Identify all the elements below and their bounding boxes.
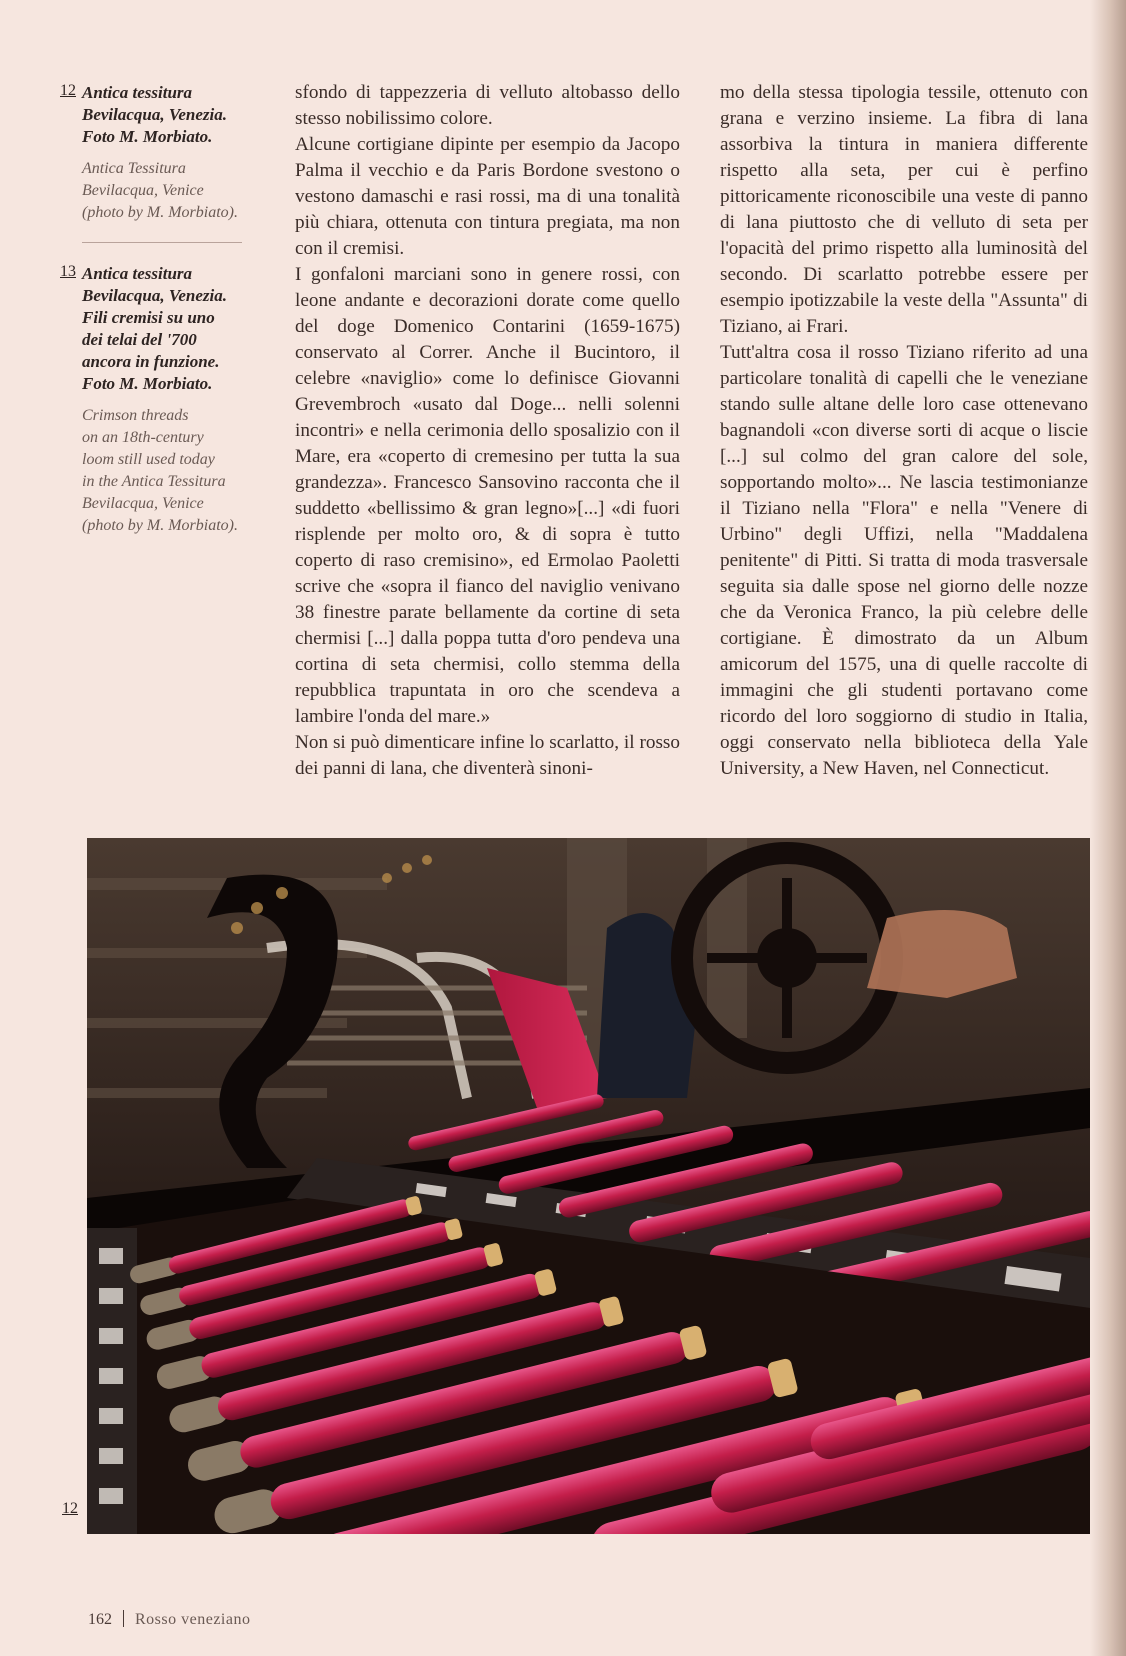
page-gutter-shadow <box>1090 0 1126 1656</box>
running-title: Rosso veneziano <box>135 1611 251 1628</box>
paragraph: Alcune cortigiane dipinte per esempio da Jacopo Palma il vecchio e da Paris Bordone svestono o vestono damaschi e rasi rossi, ma di una tonalità più chiara, ottenuta con tintura pregiata, ma non con il cremisi. <box>295 134 680 259</box>
paragraph: mo della stessa tipologia tessile, ottenuto con grana e verzino insieme. La fibra di lana assorbiva la tintura in maniera differente rispetto alla seta, per cui è perfino pittoricamente riconoscibile una veste di panno di lana piuttosto che di velluto di seta per l'opacità del primo rispetto alla luminosità del secondo. Di scarlatto potrebbe essere per esempio ipotizzabile la veste della "Assunta" di Tiziano, ai Frari. <box>720 82 1088 337</box>
text-column-1 <box>295 80 680 782</box>
page-footer <box>88 1610 250 1629</box>
caption-english: Crimson threads on an 18th-century loom still used today in the Antica Tessitura Bevilacqua, Venice (photo by M. Morbiato). <box>82 407 238 534</box>
caption-number: 13 <box>60 263 76 280</box>
caption-13 <box>60 263 260 537</box>
loom-photograph <box>87 838 1090 1534</box>
photo-number: 12 <box>62 1500 78 1517</box>
caption-english: Antica Tessitura Bevilacqua, Venice (photo by M. Morbiato). <box>82 160 238 221</box>
caption-number: 12 <box>60 82 76 99</box>
caption-italian: Antica tessitura Bevilacqua, Venezia. Foto M. Morbiato. <box>82 83 227 146</box>
captions-column <box>60 82 260 537</box>
page-number: 162 <box>88 1611 112 1628</box>
paragraph: I gonfaloni marciani sono in genere rossi, con leone andante e decorazioni dorate come quello del doge Domenico Contarini (1659-1675) conservato al Correr. Anche il Bucintoro, il celebre «naviglio» come lo definisce Giovanni Grevembroch «usato dal Doge... nelli solenni incontri» e nella cerimonia dello sposalizio con il Mare, era «coperto di cremesino per tutta la sua grandezza». Francesco Sansovino racconta che il suddetto «bellissimo & gran legno»[...] «di fuori risplende per molto oro, & di sopra è tutto coperto di raso cremisino», ed Ermolao Paoletti scrive che «sopra il fianco del naviglio venivano 38 finestre parate bellamente da cortine di seta chermisi [...] dalla poppa tutta d'oro pendeva una cortina di seta chermisi, collo stemma della repubblica trapuntata in oro che scendeva a lambire l'onda del mare.» <box>295 264 680 727</box>
paragraph: Non si può dimenticare infine lo scarlatto, il rosso dei panni di lana, che diventerà sinoni- <box>295 732 680 779</box>
text-column-2 <box>720 80 1088 782</box>
caption-italian: Antica tessitura Bevilacqua, Venezia. Fili cremisi su uno dei telai del '700 ancora in funzione. Foto M. Morbiato. <box>82 264 227 393</box>
footer-separator <box>123 1610 124 1627</box>
caption-divider <box>82 242 242 243</box>
paragraph: Tutt'altra cosa il rosso Tiziano riferito ad una particolare tonalità di capelli che le veneziane stando sulle altane delle loro case ottenevano bagnandoli «con diverse sorti di acque o liscie [...] sul colmo del gran calore del sole, sopportando molto»... Ne lascia testimonianze il Tiziano nella "Flora" e nella "Venere di Urbino" degli Uffizi, nella "Maddalena penitente" di Pitti. Si tratta di moda trasversale seguita sia dalle spose nel giorno delle nozze che da Veronica Franco, la più celebre delle cortigiane. È dimostrato da un Album amicorum del 1575, una di quelle raccolte di immagini che gli studenti portavano come ricordo del loro soggiorno di studio in Italia, oggi conservato nella biblioteca della Yale University, a New Haven, nel Connecticut. <box>720 342 1088 779</box>
caption-12 <box>60 82 260 224</box>
paragraph: sfondo di tappezzeria di velluto altobasso dello stesso nobilissimo colore. <box>295 82 680 129</box>
